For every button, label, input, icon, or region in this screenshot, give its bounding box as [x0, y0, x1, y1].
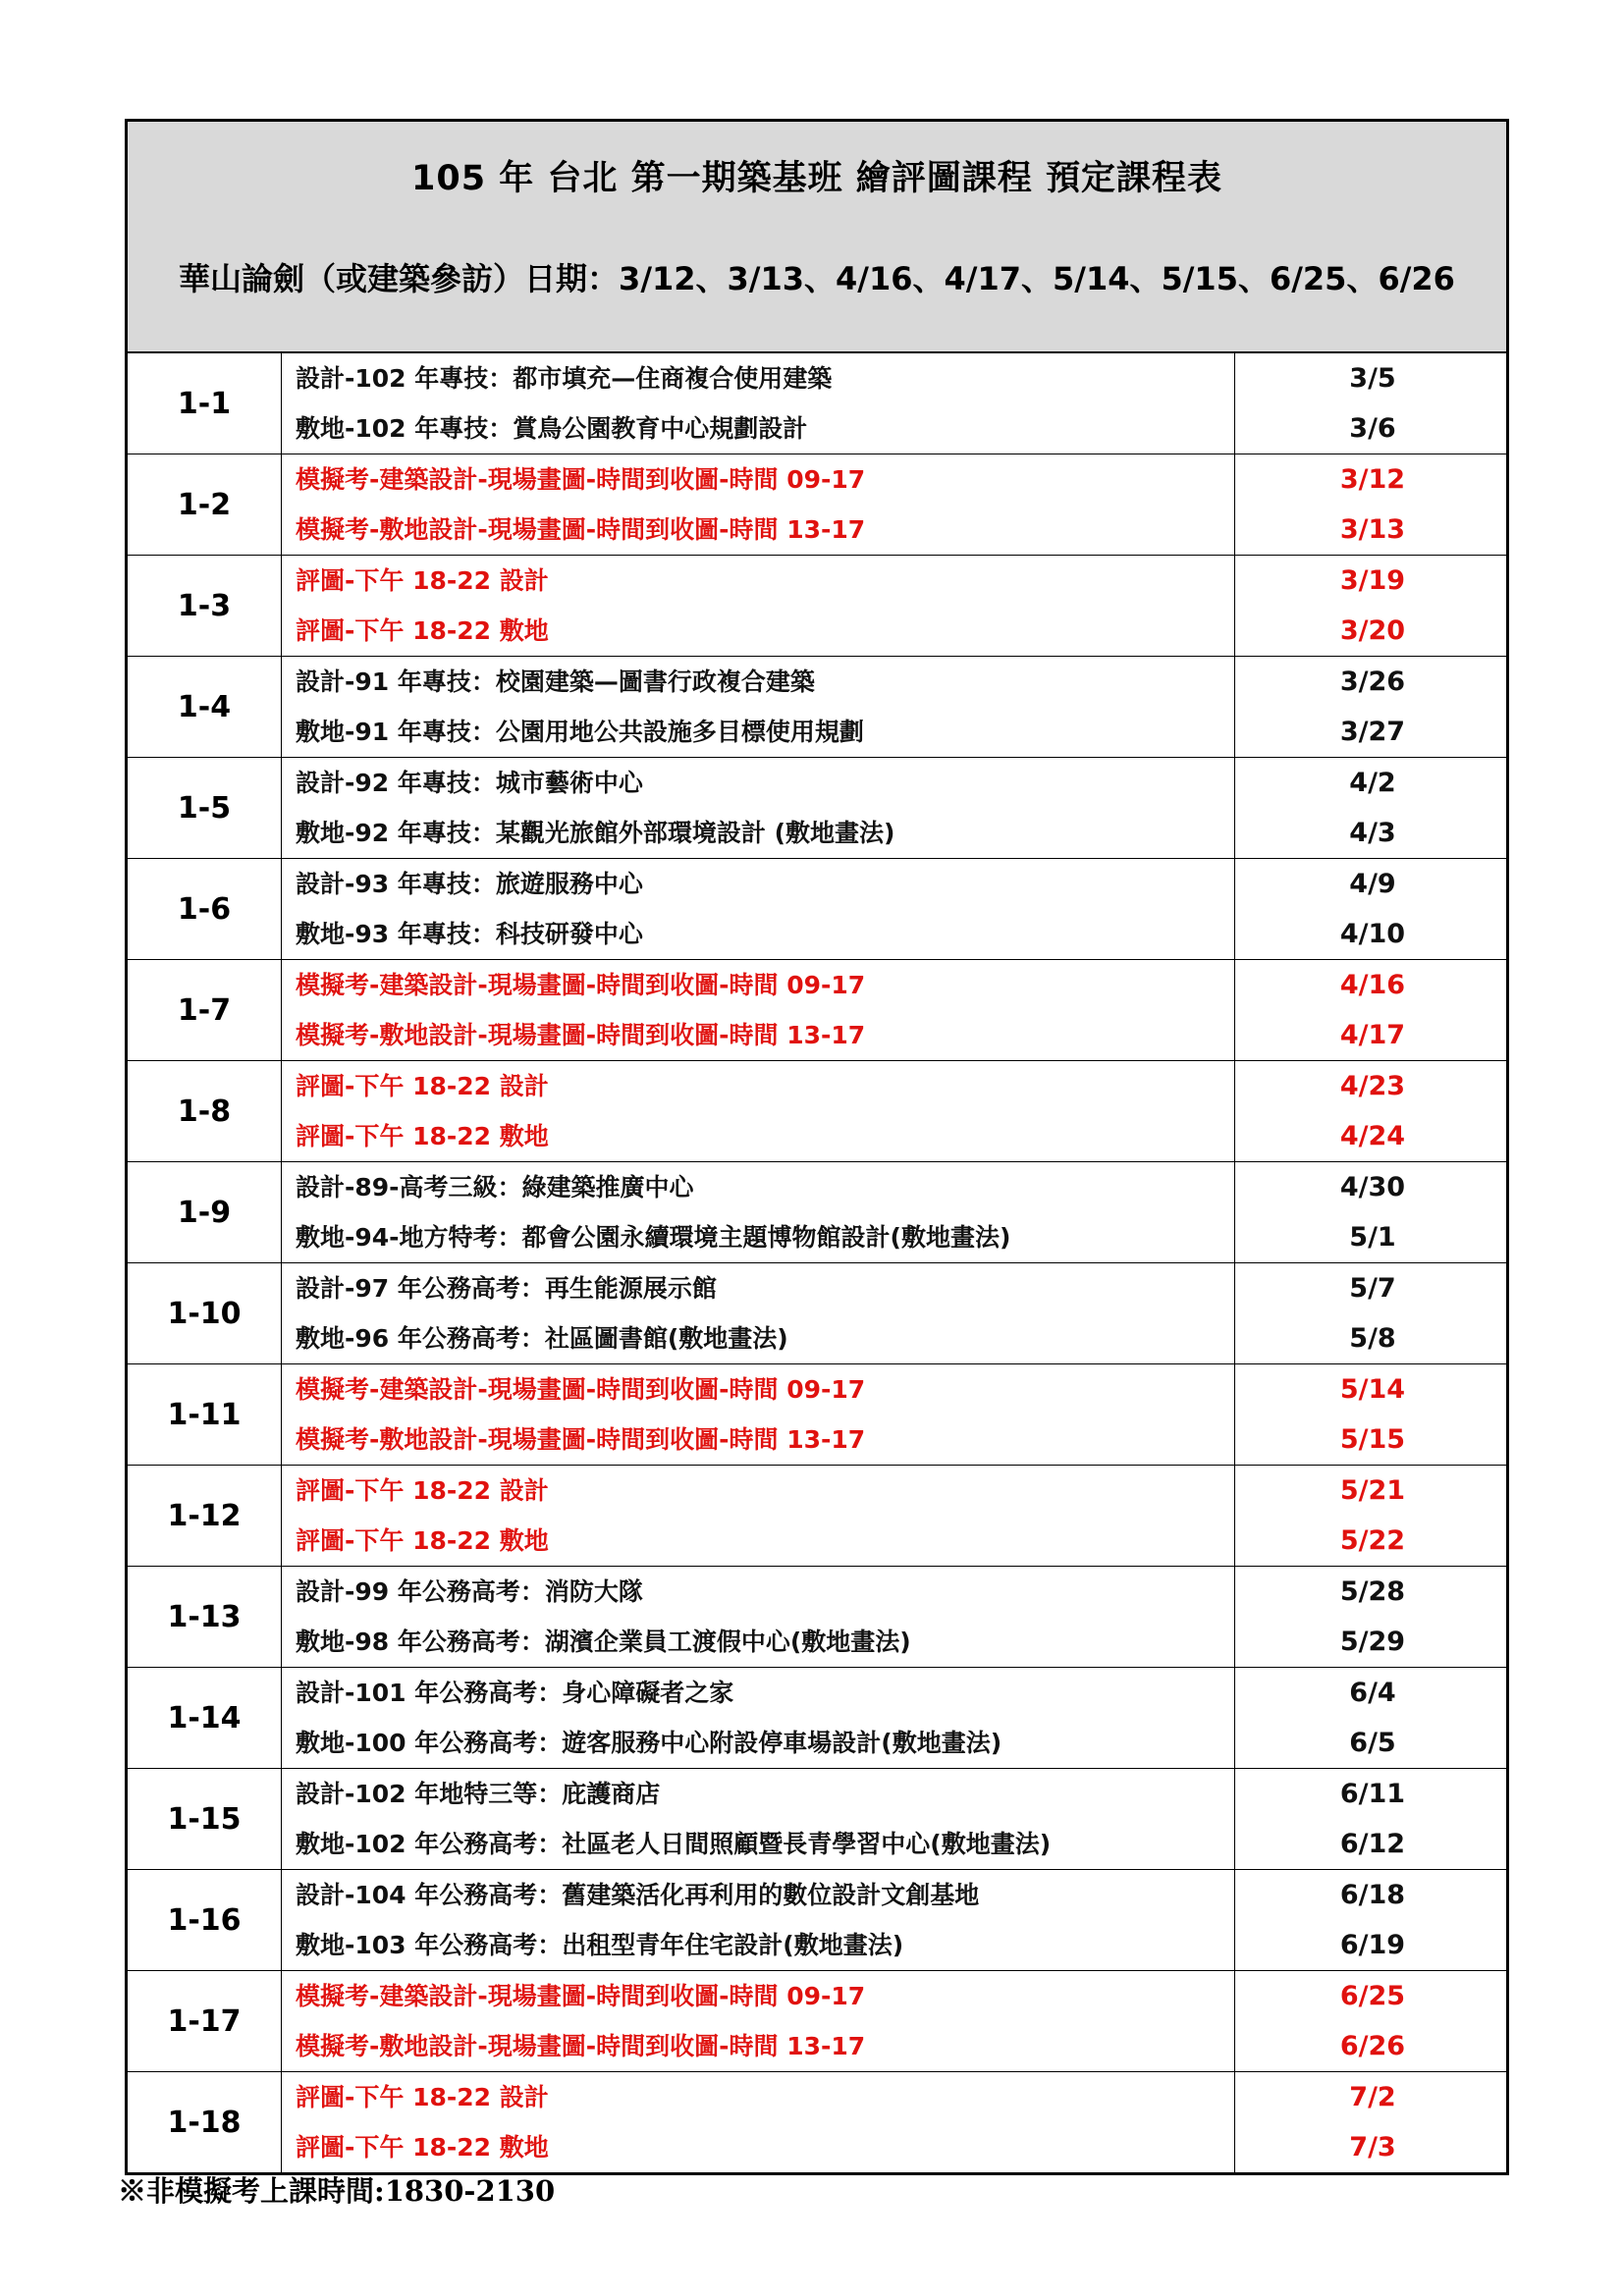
session-topics [282, 657, 1235, 758]
topic-line: 模擬考-敷地設計-現場畫圖-時間到收圖-時間 13-17 [296, 1021, 866, 1049]
date-line: 4/3 [1349, 818, 1396, 848]
session-code: 1-12 [128, 1466, 282, 1567]
session-code: 1-8 [128, 1061, 282, 1162]
date-line: 4/10 [1339, 919, 1406, 949]
table-row [128, 1769, 1506, 1870]
date-line: 4/24 [1339, 1121, 1406, 1151]
session-code: 1-2 [128, 454, 282, 556]
topic-line: 模擬考-敷地設計-現場畫圖-時間到收圖-時間 13-17 [296, 515, 866, 544]
date-line: 4/2 [1349, 768, 1396, 798]
session-dates [1235, 1263, 1507, 1364]
topic-line: 模擬考-建築設計-現場畫圖-時間到收圖-時間 09-17 [296, 971, 866, 999]
date-line: 6/18 [1339, 1880, 1406, 1910]
session-dates [1235, 1364, 1507, 1466]
table-row [128, 2072, 1506, 2173]
topic-line: 敷地-94-地方特考：都會公園永續環境主題博物館設計(敷地畫法) [296, 1223, 1011, 1252]
session-topics [282, 1263, 1235, 1364]
date-line: 5/22 [1339, 1525, 1406, 1556]
session-topics [282, 1870, 1235, 1971]
topic-line: 敷地-96 年公務高考：社區圖書館(敷地畫法) [296, 1324, 788, 1353]
session-code: 1-6 [128, 859, 282, 960]
session-code: 1-5 [128, 758, 282, 859]
session-dates [1235, 1567, 1507, 1668]
session-dates [1235, 960, 1507, 1061]
session-topics [282, 1567, 1235, 1668]
table-row [128, 1668, 1506, 1769]
topic-line: 評圖-下午 18-22 敷地 [296, 1526, 549, 1555]
topic-line: 模擬考-建築設計-現場畫圖-時間到收圖-時間 09-17 [296, 1375, 866, 1404]
session-code: 1-10 [128, 1263, 282, 1364]
topic-line: 敷地-93 年專技：科技研發中心 [296, 920, 643, 948]
session-dates [1235, 1971, 1507, 2072]
session-dates [1235, 657, 1507, 758]
date-line: 5/15 [1339, 1424, 1406, 1455]
topic-line: 評圖-下午 18-22 設計 [296, 2083, 549, 2111]
date-line: 3/26 [1339, 667, 1406, 697]
session-topics [282, 859, 1235, 960]
date-line: 5/21 [1339, 1475, 1406, 1506]
session-dates [1235, 1769, 1507, 1870]
session-topics [282, 2072, 1235, 2173]
topic-line: 評圖-下午 18-22 敷地 [296, 616, 549, 645]
date-line: 6/5 [1349, 1728, 1396, 1758]
session-code: 1-14 [128, 1668, 282, 1769]
session-dates [1235, 859, 1507, 960]
table-row [128, 1567, 1506, 1668]
session-topics [282, 1364, 1235, 1466]
topic-line: 評圖-下午 18-22 設計 [296, 1072, 549, 1100]
table-row [128, 1061, 1506, 1162]
session-topics [282, 1971, 1235, 2072]
footer-note: ※非模擬考上課時間:1830-2130 [118, 2174, 556, 2208]
session-topics [282, 1466, 1235, 1567]
topic-line: 評圖-下午 18-22 設計 [296, 566, 549, 595]
session-dates [1235, 353, 1507, 454]
visit-dates-subtitle: 華山論劍（或建築參訪）日期：3/12、3/13、4/16、4/17、5/14、5/15、6/25、6/26 [179, 260, 1455, 297]
topic-line: 敷地-103 年公務高考：出租型青年住宅設計(敷地畫法) [296, 1931, 904, 1959]
table-row [128, 1263, 1506, 1364]
date-line: 3/19 [1339, 565, 1406, 596]
date-line: 6/26 [1339, 2031, 1406, 2061]
date-line: 5/28 [1339, 1576, 1406, 1607]
session-topics [282, 454, 1235, 556]
topic-line: 敷地-102 年公務高考：社區老人日間照顧暨長青學習中心(敷地畫法) [296, 1830, 1052, 1858]
session-code: 1-15 [128, 1769, 282, 1870]
topic-line: 模擬考-建築設計-現場畫圖-時間到收圖-時間 09-17 [296, 465, 866, 494]
topic-line: 模擬考-建築設計-現場畫圖-時間到收圖-時間 09-17 [296, 1982, 866, 2010]
date-line: 5/29 [1339, 1627, 1406, 1657]
session-code: 1-13 [128, 1567, 282, 1668]
session-dates [1235, 758, 1507, 859]
table-row [128, 657, 1506, 758]
session-topics [282, 960, 1235, 1061]
date-line: 3/13 [1339, 514, 1406, 545]
date-line: 3/27 [1339, 717, 1406, 747]
topic-line: 敷地-98 年公務高考：湖濱企業員工渡假中心(敷地畫法) [296, 1628, 911, 1656]
topic-line: 設計-93 年專技：旅遊服務中心 [296, 870, 643, 898]
topic-line: 設計-104 年公務高考：舊建築活化再利用的數位設計文創基地 [296, 1881, 980, 1909]
table-row [128, 758, 1506, 859]
table-row [128, 960, 1506, 1061]
schedule-header [128, 122, 1506, 353]
date-line: 6/4 [1349, 1678, 1396, 1708]
date-line: 3/20 [1339, 615, 1406, 646]
session-code: 1-1 [128, 353, 282, 454]
topic-line: 設計-92 年專技：城市藝術中心 [296, 769, 643, 797]
date-line: 4/9 [1349, 869, 1396, 899]
date-line: 6/19 [1339, 1930, 1406, 1960]
topic-line: 設計-102 年專技：都市填充—住商複合使用建築 [296, 364, 833, 393]
topic-line: 評圖-下午 18-22 設計 [296, 1476, 549, 1505]
table-row [128, 1870, 1506, 1971]
schedule-table [128, 353, 1506, 2172]
session-dates [1235, 454, 1507, 556]
session-dates [1235, 2072, 1507, 2173]
session-code: 1-3 [128, 556, 282, 657]
session-dates [1235, 1870, 1507, 1971]
session-code: 1-18 [128, 2072, 282, 2173]
topic-line: 模擬考-敷地設計-現場畫圖-時間到收圖-時間 13-17 [296, 1425, 866, 1454]
session-dates [1235, 1466, 1507, 1567]
date-line: 3/6 [1349, 413, 1396, 444]
topic-line: 設計-97 年公務高考：再生能源展示館 [296, 1274, 717, 1303]
table-row [128, 859, 1506, 960]
topic-line: 設計-101 年公務高考：身心障礙者之家 [296, 1679, 734, 1707]
session-topics [282, 556, 1235, 657]
date-line: 3/5 [1349, 363, 1396, 394]
topic-line: 敷地-91 年專技：公園用地公共設施多目標使用規劃 [296, 718, 864, 746]
table-row [128, 454, 1506, 556]
date-line: 5/1 [1349, 1222, 1396, 1253]
session-code: 1-7 [128, 960, 282, 1061]
session-topics [282, 1061, 1235, 1162]
date-line: 4/17 [1339, 1020, 1406, 1050]
session-code: 1-17 [128, 1971, 282, 2072]
topic-line: 模擬考-敷地設計-現場畫圖-時間到收圖-時間 13-17 [296, 2032, 866, 2060]
schedule-sheet [125, 119, 1509, 2175]
date-line: 4/16 [1339, 970, 1406, 1000]
date-line: 4/30 [1339, 1172, 1406, 1202]
topic-line: 設計-89-高考三級：綠建築推廣中心 [296, 1173, 694, 1201]
table-row [128, 1364, 1506, 1466]
topic-line: 敷地-102 年專技：賞鳥公園教育中心規劃設計 [296, 414, 808, 443]
topic-line: 設計-102 年地特三等：庇護商店 [296, 1780, 661, 1808]
session-topics [282, 758, 1235, 859]
date-line: 6/25 [1339, 1981, 1406, 2011]
session-code: 1-11 [128, 1364, 282, 1466]
table-row [128, 556, 1506, 657]
page-title: 105 年 台北 第一期築基班 繪評圖課程 預定課程表 [411, 159, 1222, 198]
date-line: 5/8 [1349, 1323, 1396, 1354]
date-line: 5/14 [1339, 1374, 1406, 1405]
topic-line: 敷地-100 年公務高考：遊客服務中心附設停車場設計(敷地畫法) [296, 1729, 1002, 1757]
table-row [128, 353, 1506, 454]
session-topics [282, 1162, 1235, 1263]
session-topics [282, 1668, 1235, 1769]
topic-line: 敷地-92 年專技：某觀光旅館外部環境設計 (敷地畫法) [296, 819, 895, 847]
session-code: 1-9 [128, 1162, 282, 1263]
table-row [128, 1466, 1506, 1567]
session-dates [1235, 1162, 1507, 1263]
date-line: 4/23 [1339, 1071, 1406, 1101]
table-row [128, 1162, 1506, 1263]
session-dates [1235, 556, 1507, 657]
session-dates [1235, 1061, 1507, 1162]
session-code: 1-4 [128, 657, 282, 758]
session-code: 1-16 [128, 1870, 282, 1971]
table-row [128, 1971, 1506, 2072]
session-topics [282, 353, 1235, 454]
session-dates [1235, 1668, 1507, 1769]
date-line: 7/3 [1349, 2132, 1396, 2163]
date-line: 6/11 [1339, 1779, 1406, 1809]
topic-line: 評圖-下午 18-22 敷地 [296, 1122, 549, 1150]
topic-line: 設計-91 年專技：校園建築—圖書行政複合建築 [296, 667, 815, 696]
date-line: 5/7 [1349, 1273, 1396, 1304]
date-line: 7/2 [1349, 2082, 1396, 2112]
date-line: 3/12 [1339, 464, 1406, 495]
session-topics [282, 1769, 1235, 1870]
topic-line: 評圖-下午 18-22 敷地 [296, 2133, 549, 2162]
topic-line: 設計-99 年公務高考：消防大隊 [296, 1577, 643, 1606]
date-line: 6/12 [1339, 1829, 1406, 1859]
